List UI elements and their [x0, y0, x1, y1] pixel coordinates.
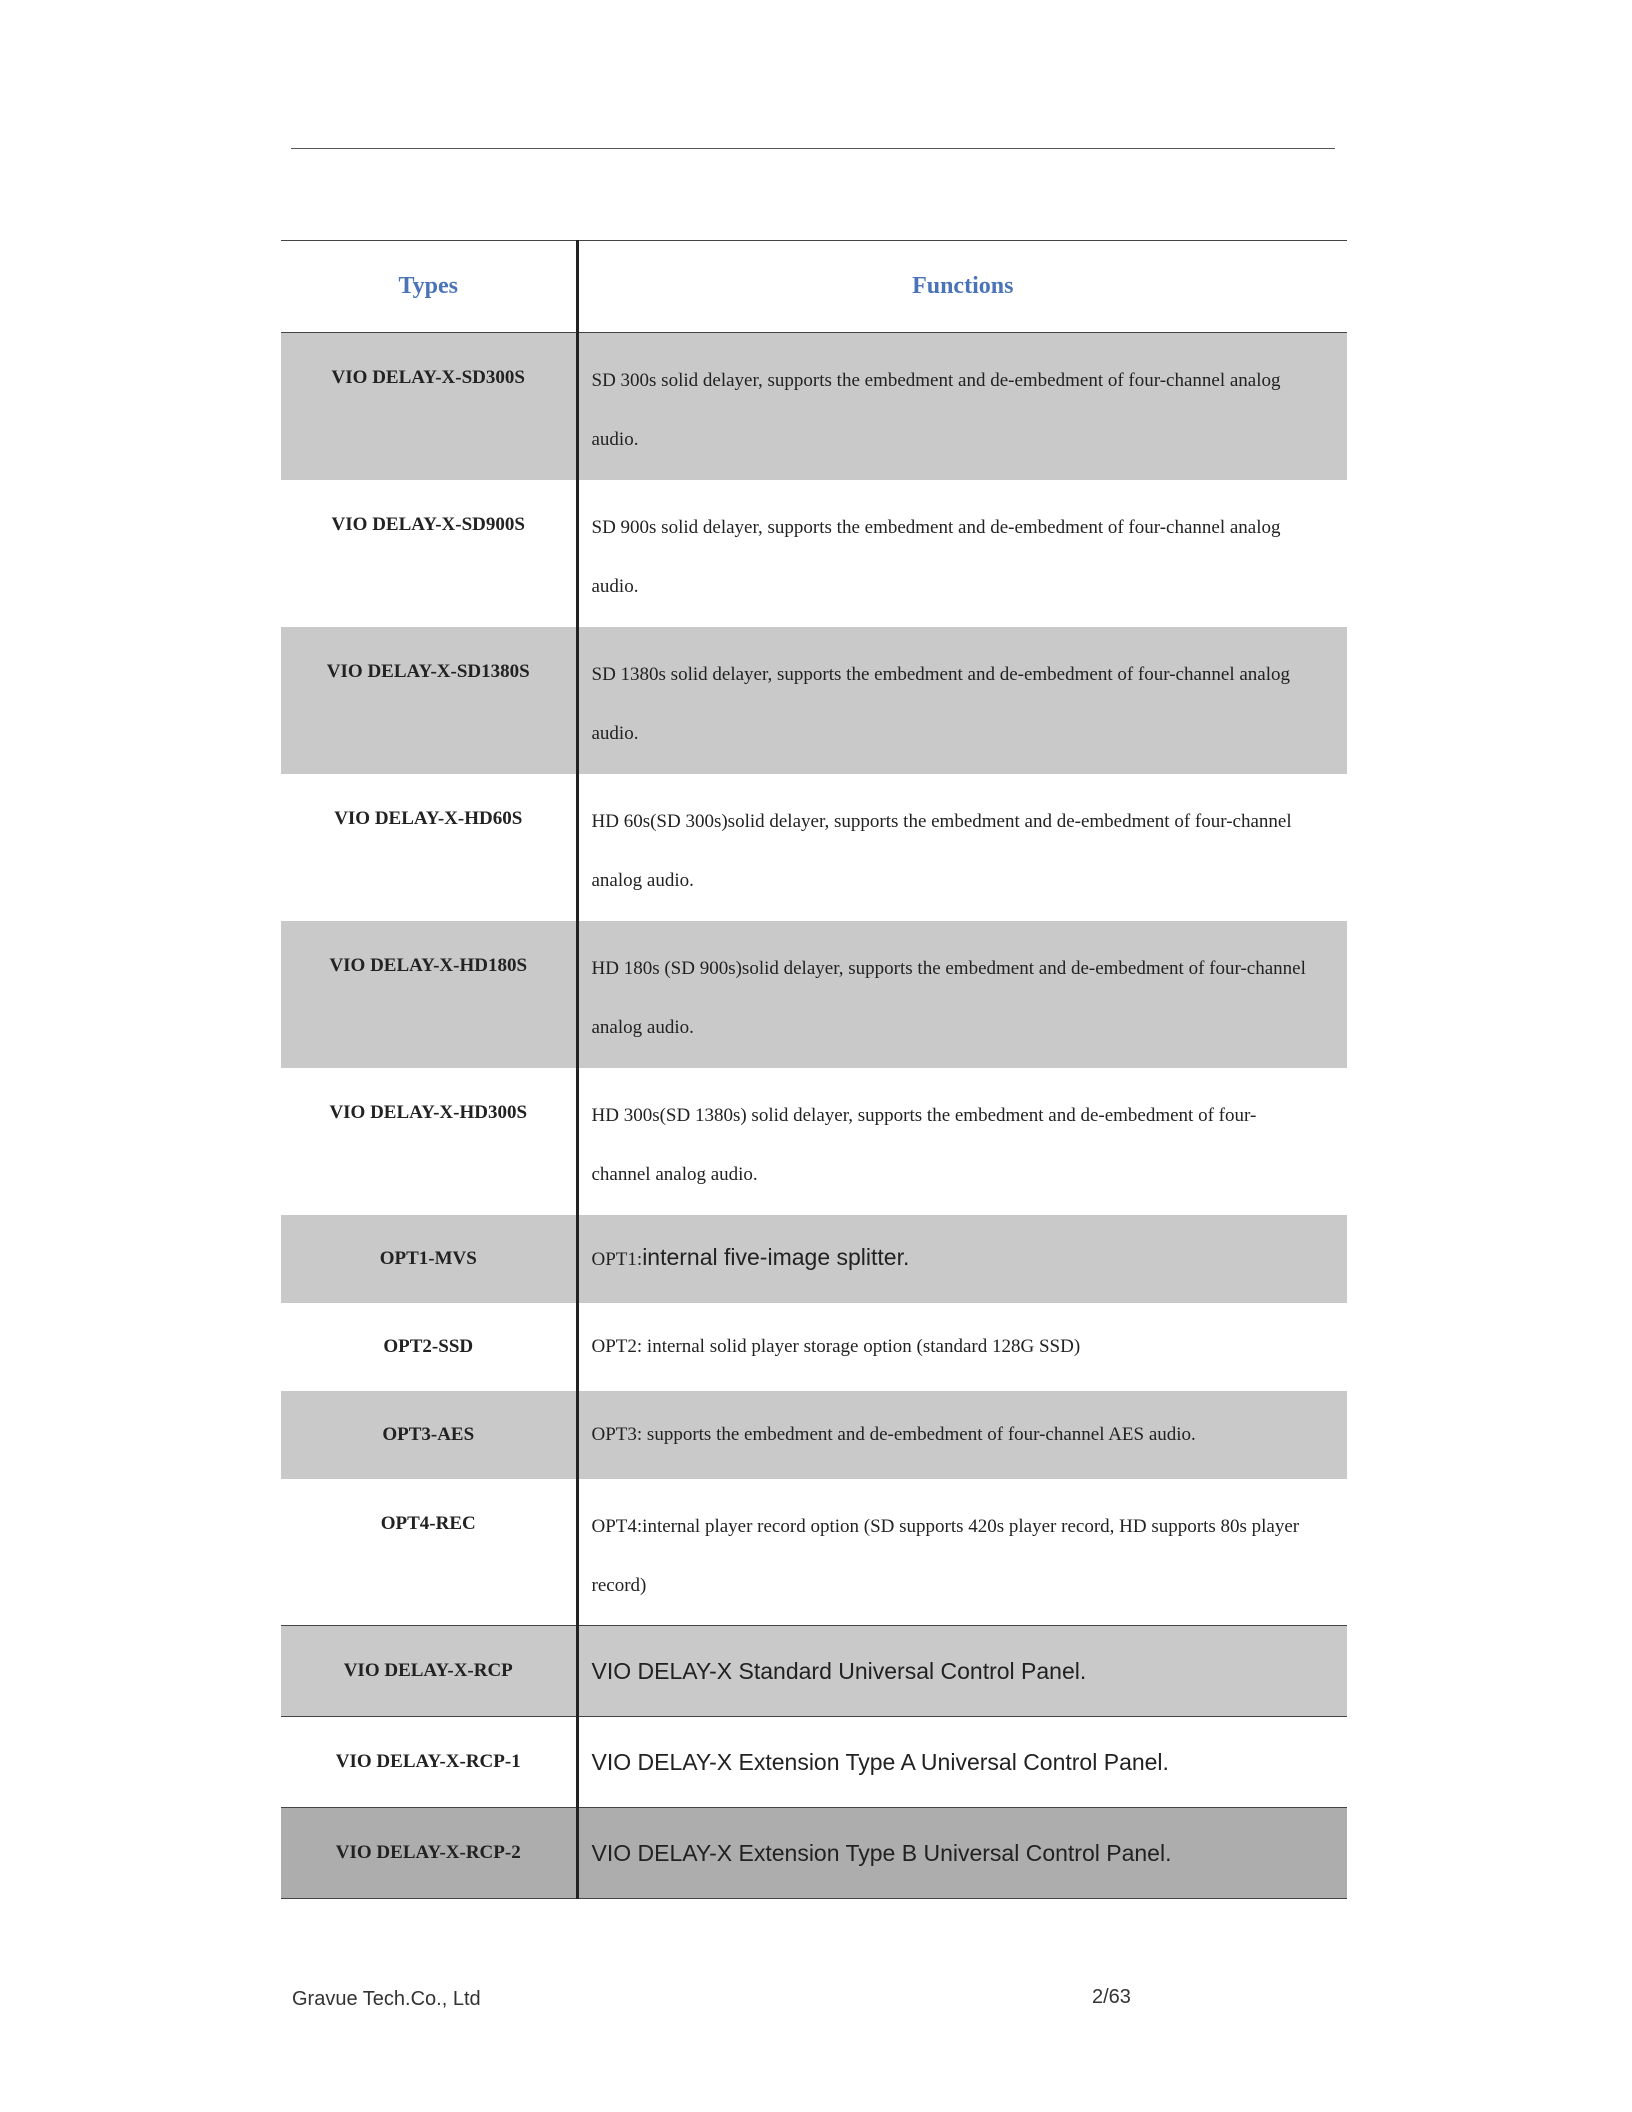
type-cell: VIO DELAY-X-RCP — [281, 1626, 577, 1717]
function-cell: SD 1380s solid delayer, supports the embedment and de-embedment of four-channel analog audio. — [577, 627, 1347, 774]
function-cell: HD 180s (SD 900s)solid delayer, supports the embedment and de-embedment of four-channel analog audio. — [577, 921, 1347, 1068]
function-cell: VIO DELAY-X Standard Universal Control Panel. — [577, 1626, 1347, 1717]
type-cell: VIO DELAY-X-HD180S — [281, 921, 577, 1068]
function-text: internal five-image splitter. — [642, 1244, 910, 1270]
product-types-table — [281, 240, 1347, 1899]
type-cell: VIO DELAY-X-RCP-1 — [281, 1717, 577, 1808]
table-header-row — [281, 241, 1347, 333]
type-cell: VIO DELAY-X-HD300S — [281, 1068, 577, 1215]
type-cell: VIO DELAY-X-HD60S — [281, 774, 577, 921]
type-cell: VIO DELAY-X-SD900S — [281, 480, 577, 627]
function-cell: HD 60s(SD 300s)solid delayer, supports the embedment and de-embedment of four-channel analog audio. — [591, 810, 1292, 891]
table-row — [281, 1479, 1347, 1626]
type-cell: VIO DELAY-X-SD300S — [281, 333, 577, 480]
table-row — [281, 774, 1347, 921]
table-row — [281, 1068, 1347, 1215]
table-row — [281, 1808, 1347, 1899]
functions-column-header: Functions — [577, 241, 1347, 333]
table-row — [281, 333, 1347, 480]
type-cell: OPT2-SSD — [281, 1303, 577, 1391]
header-rule — [291, 148, 1335, 149]
table-row — [281, 1626, 1347, 1717]
page-number: 2/63 — [1092, 1986, 1131, 2008]
table-row — [281, 1391, 1347, 1479]
function-cell: SD 900s solid delayer, supports the embedment and de-embedment of four-channel analog audio. — [591, 516, 1281, 597]
type-cell: OPT3-AES — [281, 1391, 577, 1479]
function-prefix: OPT1: — [591, 1249, 643, 1270]
footer-company-name: Gravue Tech.Co., Ltd — [292, 1988, 481, 2010]
function-cell: OPT4:internal player record option (SD supports 420s player record, HD supports 80s player record) — [591, 1515, 1300, 1596]
type-cell: VIO DELAY-X-RCP-2 — [281, 1808, 577, 1899]
function-cell — [577, 1215, 1347, 1303]
type-cell: VIO DELAY-X-SD1380S — [281, 627, 577, 774]
type-cell: OPT1-MVS — [281, 1215, 577, 1303]
table-row — [281, 921, 1347, 1068]
table-row — [281, 1303, 1347, 1391]
function-cell: VIO DELAY-X Extension Type A Universal Control Panel. — [577, 1717, 1347, 1808]
function-cell: HD 300s(SD 1380s) solid delayer, supports the embedment and de-embedment of four-channel analog audio. — [591, 1104, 1257, 1185]
function-cell: VIO DELAY-X Extension Type B Universal Control Panel. — [577, 1808, 1347, 1899]
types-column-header: Types — [281, 241, 577, 333]
function-cell: SD 300s solid delayer, supports the embedment and de-embedment of four-channel analog audio. — [577, 333, 1347, 480]
table-row — [281, 627, 1347, 774]
table-row — [281, 1717, 1347, 1808]
table-row — [281, 480, 1347, 627]
function-cell: OPT3: supports the embedment and de-embedment of four-channel AES audio. — [577, 1391, 1347, 1479]
table-row — [281, 1215, 1347, 1303]
type-cell: OPT4-REC — [281, 1479, 577, 1626]
function-cell: OPT2: internal solid player storage option (standard 128G SSD) — [591, 1335, 1081, 1357]
